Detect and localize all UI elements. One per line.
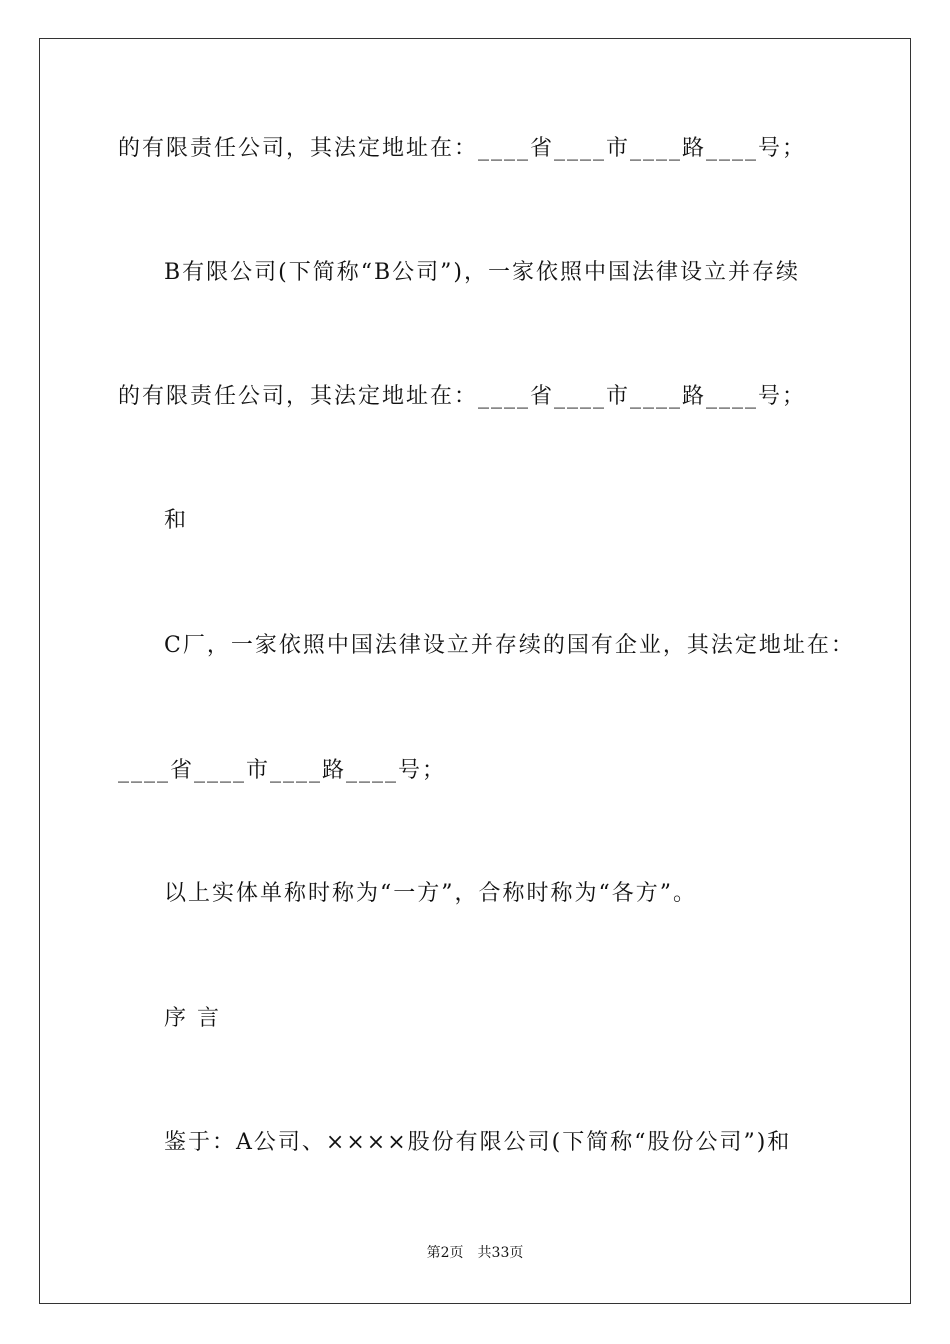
page-border [39, 38, 911, 1304]
paragraph-line: 和 [164, 508, 189, 533]
paragraph-line: ____省____市____路____号； [118, 758, 447, 783]
paragraph-line: C厂，一家依照中国法律设立并存续的国有企业，其法定地址在： [164, 633, 855, 658]
page-footer [0, 1243, 950, 1263]
page-number: 第2页 [426, 1245, 464, 1261]
paragraph-line: 的有限责任公司，其法定地址在：____省____市____路____号； [118, 384, 807, 409]
paragraph-line: 以上实体单称时称为“一方”，合称时称为“各方”。 [164, 881, 697, 906]
paragraph-line: 鉴于：A公司、××××股份有限公司(下简称“股份公司”)和 [164, 1130, 792, 1155]
paragraph-line: B有限公司(下简称“B公司”)，一家依照中国法律设立并存续 [164, 260, 800, 285]
paragraph-line: 的有限责任公司，其法定地址在：____省____市____路____号； [118, 136, 807, 161]
section-heading: 序 言 [164, 1006, 221, 1031]
page-total: 共33页 [477, 1245, 524, 1261]
